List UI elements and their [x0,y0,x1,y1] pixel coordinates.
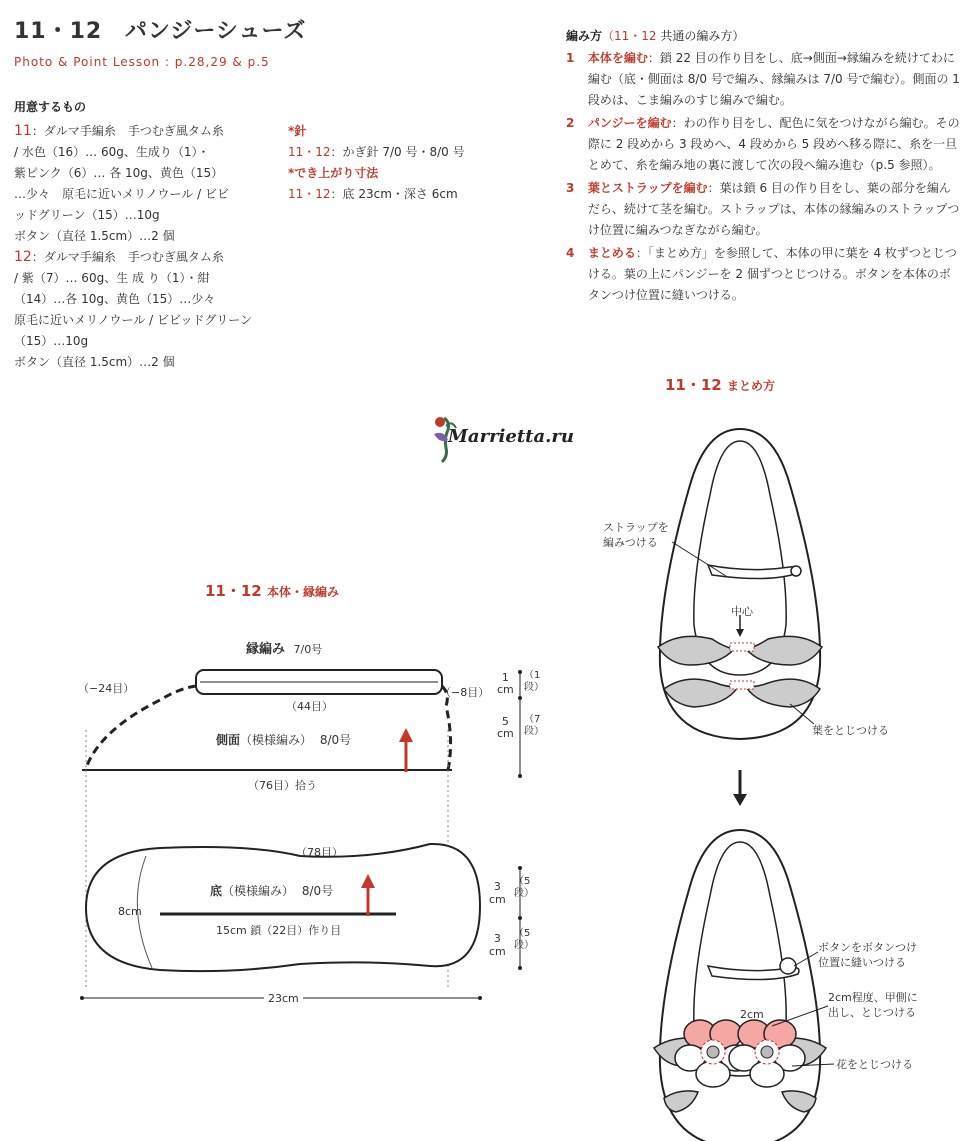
center-label: 中心 [731,605,753,618]
method-heading-label: 編み方 [566,29,603,43]
step-text: ：わの作り目をし、配色に気をつけながら編む。その際に 2 段めから 3 段めへ、4 段めから 5 段めへ移る際に、糸を一旦とめて、糸を編み地の裏に渡して次の段へ編み進む（p.5 参照）。 [587,116,960,172]
edge-label-text: 縁編み [246,642,286,657]
dimension-dot [478,996,482,1000]
st76-label: （76目）拾う [244,777,321,793]
dim-1row: （1 段） [524,670,544,693]
materials-11-line: ボタン（直径 1.5cm）…2 個 [14,229,175,243]
side-pattern: （模様編み） [240,733,313,747]
side-left-curve [86,686,196,768]
chain-label: 15cm 鎖（22目）作り目 [216,924,342,937]
materials-12-line: （14）…各 10g、黄色（15）…少々 [14,292,216,306]
offset-leader [770,1004,830,1030]
sole-outline [86,844,480,971]
edge-label [246,638,322,657]
leaf-label: 葉をとじつける [812,724,889,737]
body-title-text: 本体・縁編み [266,585,339,599]
materials-12-num: 12 [14,249,32,265]
stem [730,643,754,651]
leader-line [792,1064,834,1066]
dimension-dot [518,916,522,920]
size-num: 11・12 [288,187,331,201]
minus8-label: （−8目） [440,686,490,699]
lesson-reference: Photo & Point Lesson : p.28,29 & p.5 [14,55,270,69]
title-text: パンジーシューズ [124,19,307,44]
dim-5cm: 5 cm [497,715,514,740]
materials-11-line: ：ダルマ手編糸 手つむぎ風タム糸 [31,124,224,138]
materials-12-line: / 紫（7）… 60g、生 成 り（1）・紺 [14,271,210,285]
strap-button-hole [791,566,801,576]
side-label-text: 側面 [216,733,241,747]
step-number: 3 [566,181,575,195]
step-number: 1 [566,51,575,65]
dimension-dot [518,866,522,870]
bottom-hook: 8/0号 [301,884,334,898]
needle-heading: *針 [288,124,307,138]
step-title: パンジーを編む [587,116,672,130]
dim-3cm-b: 3 cm [489,932,506,958]
dimension-dot [518,670,522,674]
dimension-dot [518,696,522,700]
step-text: ：葉は鎖 6 目の作り目をし、葉の部分を編んだら、続けて茎を編む。ストラップは、本体の縁編みのストラップつけ位置に編みつなぎながら編む。 [587,181,960,237]
step-title: まとめる [587,246,636,260]
length-label: 23cm [264,992,303,1005]
watermark-text: Marrietta.ru [448,426,574,447]
needle-num: 11・12 [288,145,331,159]
watermark-logo [430,412,590,464]
strap-leader [670,540,730,580]
step-text: ：「まとめ方」を参照して、本体の甲に葉を 4 枚ずつとじつける。葉の上にパンジーを 2 個ずつとじつける。ボタンを本体のボタンつけ位置に縫いつける。 [587,246,957,302]
leader-line [790,704,814,724]
assembly-title-num: 11・12 [665,376,722,394]
materials-12-line: ：ダルマ手編糸 手つむぎ風タム糸 [31,250,224,264]
materials-11-line: ッドグリーン（15）…10g [14,208,160,222]
dim-1cm: 1 cm [497,671,514,696]
method-steps [566,48,961,306]
bottom-pattern: （模様編み） [222,884,295,898]
two-cm-label: 2cm [740,1008,764,1021]
dim-3cm-a: 3 cm [489,880,506,906]
materials-11-num: 11 [14,123,32,139]
st78-label: （78目） [296,846,343,859]
step-number: 4 [566,246,575,260]
button-leader [792,950,820,970]
step-number: 2 [566,116,575,130]
method-heading [566,27,744,44]
dimension-dot [80,996,84,1000]
materials-12-line: （15）…10g [14,334,89,348]
leader-line [772,1006,828,1026]
materials-11 [14,121,274,373]
materials-11-line: …少々 原毛に近いメリノウール / ビビ [14,187,229,201]
body-diagram-title [205,580,339,601]
strap-label: ストラップを 編みつける [603,521,669,549]
stem [730,681,754,689]
flower-label: 花をとじつける [836,1058,913,1071]
method-step [566,178,961,241]
minus24-label: （−24目） [78,682,135,695]
bottom-label-text: 底 [210,884,223,898]
materials-12-line: ボタン（直径 1.5cm）…2 個 [14,355,175,369]
step-text: ：鎖 22 目の作り目をし、底→側面→縁編みを続けてわに編む（底・側面は 8/0 号で編み、縁編みは 7/0 号で編む）。側面の 1 段めは、こま編みのすじ編みで編む。 [587,51,960,107]
assembly-step-2 [650,826,830,1141]
dim-5row-b: （5 段） [514,928,534,951]
body-title-num: 11・12 [205,582,262,600]
dim-5row-a: （5 段） [514,876,534,899]
st44-label: （44目） [286,700,333,713]
assembly-title [665,374,775,395]
assembly-step-1 [650,425,830,745]
flower-leader [790,1056,836,1072]
method-step [566,113,961,176]
size-text: ：底 23cm・深さ 6cm [330,187,458,201]
bottom-label [210,882,333,899]
side-label [216,731,351,748]
assembly-title-text: まとめ方 [726,379,775,393]
dimension-dot [518,774,522,778]
dim-7row: （7 段） [524,714,544,737]
method-step [566,48,961,111]
materials-heading: 用意するもの [14,100,87,114]
leader-line [672,542,726,576]
width-label: 8cm [118,905,142,918]
down-arrow-icon [730,768,750,808]
method-heading-num: （11・12 [602,29,657,43]
offset-label: 2cm程度、甲側に 出し、とじつける [828,991,918,1019]
method-step [566,243,961,306]
materials-12-line: 原毛に近いメリノウール / ビビッドグリーン [14,313,252,327]
tools-block [288,121,518,205]
dimension-dot [518,966,522,970]
materials-11-line: / 水色（16）… 60g、生成り（1）・ [14,145,210,159]
materials-11-line: 紫ピンク（6）… 各 10g、黄色（15） [14,166,224,180]
edge-hook: 7/0号 [293,643,323,656]
leaf-leader [788,702,818,726]
title-number: 11・12 [14,19,103,44]
button-label: ボタンをボタンつけ 位置に縫いつける [818,941,917,969]
leader-line [794,952,818,966]
method-heading-tail: 共通の編み方） [656,29,745,43]
page-title [14,14,306,45]
size-heading: *でき上がり寸法 [288,166,379,180]
step-title: 葉とストラップを編む [587,181,708,195]
needle-text: ：かぎ針 7/0 号・8/0 号 [330,145,465,159]
side-arrow-head [399,728,413,742]
step-title: 本体を編む [587,51,648,65]
side-hook: 8/0号 [319,733,352,747]
